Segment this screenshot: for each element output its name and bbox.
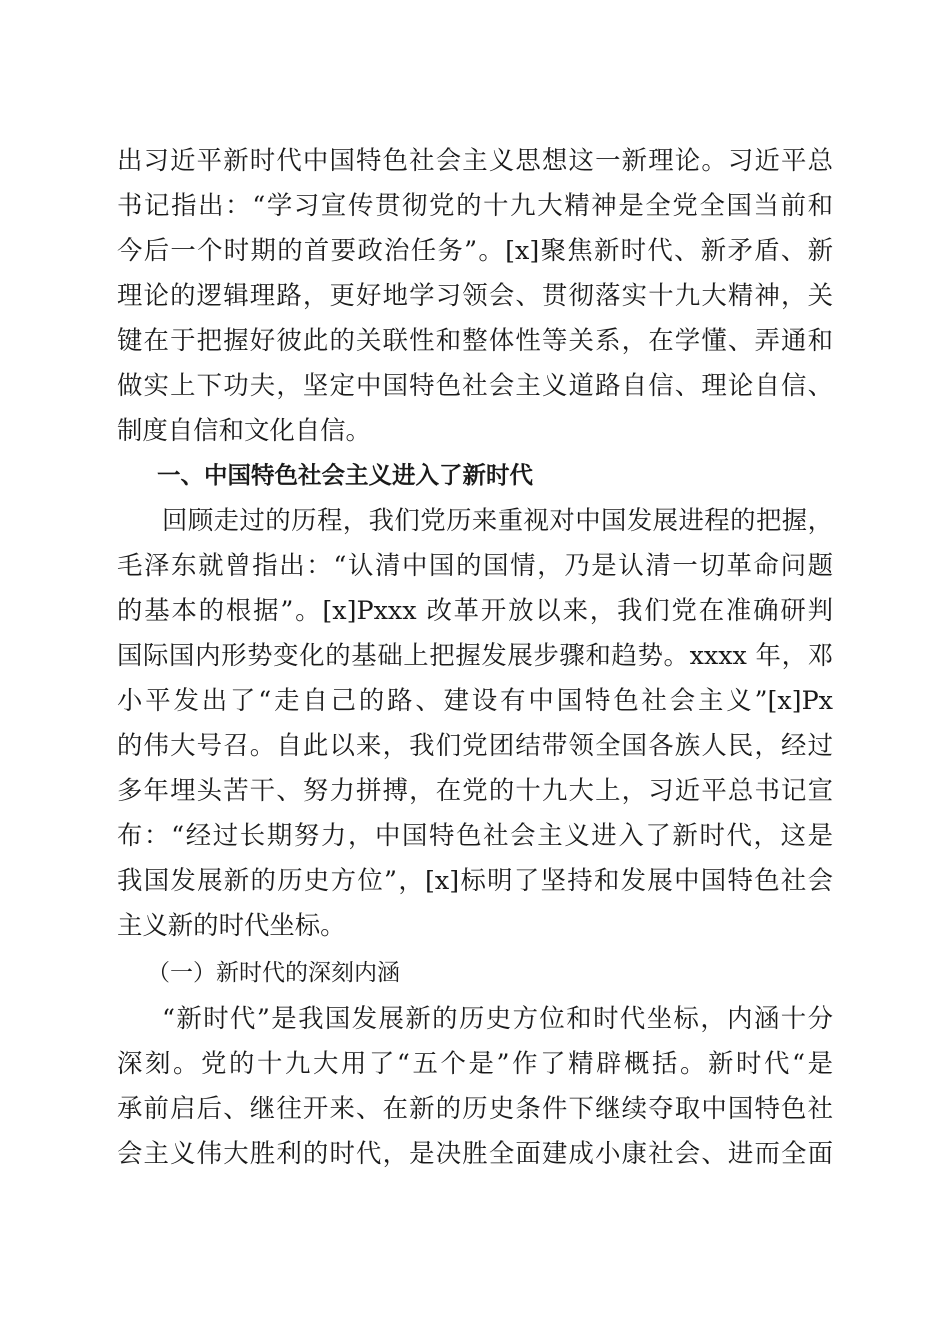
paragraph-2 [117, 498, 833, 948]
text-line: 会主义伟大胜利的时代，是决胜全面建成小康社会、进而全面 [117, 1138, 833, 1168]
text-line: 布：“经过长期努力，中国特色社会主义进入了新时代，这是 [117, 820, 833, 850]
text-line: 我国发展新的历史方位”，[x]标明了坚持和发展中国特色社会 [117, 865, 833, 895]
text-line: 国际国内形势变化的基础上把握发展步骤和趋势。xxxx 年，邓 [117, 640, 833, 670]
paragraph-1 [117, 138, 833, 453]
text-line: 出习近平新时代中国特色社会主义思想这一新理论。习近平总 [117, 145, 833, 175]
text-line: 书记指出：“学习宣传贯彻党的十九大精神是全党全国当前和 [117, 190, 833, 220]
text-line: 做实上下功夫，坚定中国特色社会主义道路自信、理论自信、 [117, 370, 833, 400]
text-line: 的基本的根据”。[x]Pxxx 改革开放以来，我们党在准确研判 [117, 595, 833, 625]
section-heading: 一、中国特色社会主义进入了新时代 [157, 461, 533, 489]
text-line: 理论的逻辑理路，更好地学习领会、贯彻落实十九大精神，关 [117, 280, 833, 310]
text-line: 键在于把握好彼此的关联性和整体性等关系，在学懂、弄通和 [117, 325, 833, 355]
text-line: 主义新的时代坐标。 [117, 910, 346, 940]
text-line: 今后一个时期的首要政治任务”。[x]聚焦新时代、新矛盾、新 [117, 235, 833, 265]
text-line: “新时代”是我国发展新的历史方位和时代坐标，内涵十分 [162, 1003, 833, 1033]
subsection-heading: （一）新时代的深刻内涵 [147, 960, 400, 986]
paragraph-3 [117, 996, 833, 1176]
text-line: 制度自信和文化自信。 [117, 415, 371, 445]
document-body [117, 138, 833, 1176]
text-line: 承前启后、继往开来、在新的历史条件下继续夺取中国特色社 [117, 1093, 833, 1123]
text-line: 深刻。党的十九大用了“五个是”作了精辟概括。新时代“是 [117, 1048, 833, 1078]
text-line: 毛泽东就曾指出：“认清中国的国情，乃是认清一切革命问题 [117, 550, 833, 580]
text-line: 的伟大号召。自此以来，我们党团结带领全国各族人民，经过 [117, 730, 833, 760]
text-line: 多年埋头苦干、努力拼搏，在党的十九大上，习近平总书记宣 [117, 775, 833, 805]
text-line: 小平发出了“走自己的路、建设有中国特色社会主义”[x]Px [117, 685, 833, 715]
text-line: 回顾走过的历程，我们党历来重视对中国发展进程的把握， [162, 505, 833, 535]
